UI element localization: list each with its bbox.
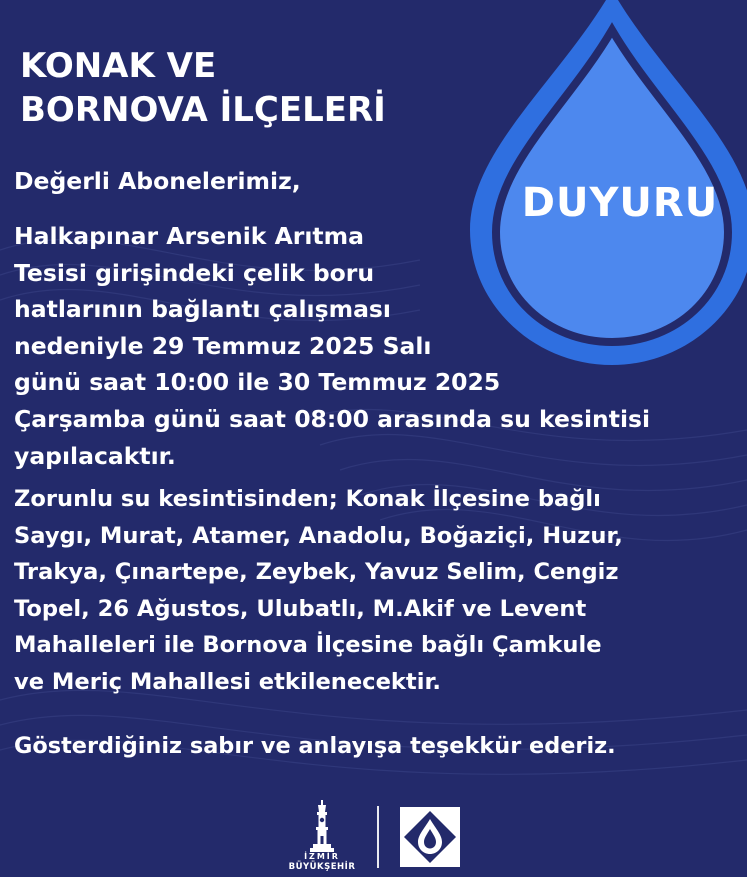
greeting: Değerli Abonelerimiz, — [14, 167, 301, 195]
announcement-paragraph — [14, 218, 650, 474]
paragraph-line: nedeniyle 29 Temmuz 2025 Salı — [14, 331, 432, 360]
paragraph-line: ve Meriç Mahallesi etkilenecektir. — [14, 668, 441, 695]
paragraph-line: Çarşamba günü saat 08:00 arasında su kesintisi — [14, 404, 651, 433]
paragraph-line: Trakya, Çınartepe, Zeybek, Yavuz Selim, Cengiz — [14, 559, 619, 586]
paragraph-line: Halkapınar Arsenik Arıtma — [14, 222, 365, 250]
paragraph-line: Topel, 26 Ağustos, Ulubatlı, M.Akif ve Levent — [14, 595, 587, 622]
thanks-text: Gösterdiğiniz sabır ve anlayışa teşekkür ederiz. — [14, 733, 616, 759]
title-line-2: BORNOVA İLÇELERİ — [20, 90, 386, 130]
page-title — [20, 44, 386, 132]
izmir-logo-line-1: İZMİR — [304, 852, 340, 861]
paragraph-line: Tesisi girişindeki çelik boru — [14, 258, 375, 287]
paragraph-line: Mahalleleri ile Bornova İlçesine bağlı Çamkule — [14, 632, 602, 659]
izmir-logo-line-2: BÜYÜKŞEHİR — [288, 862, 356, 872]
clock-tower-icon — [302, 800, 342, 852]
paragraph-line: yapılacaktır. — [14, 441, 176, 470]
izsu-logo-icon — [398, 805, 462, 869]
paragraph-line: hatlarının bağlantı çalışması — [14, 295, 391, 324]
paragraph-line: Saygı, Murat, Atamer, Anadolu, Boğaziçi, Huzur, — [14, 522, 623, 549]
logo-divider — [377, 806, 379, 868]
affected-areas-paragraph — [14, 481, 623, 701]
duyuru-label: DUYURU — [521, 180, 719, 226]
paragraph-line: Zorunlu su kesintisinden; Konak İlçesine bağlı — [14, 486, 601, 512]
title-line-1: KONAK VE — [20, 46, 217, 86]
izmir-buyuksehir-logo — [282, 800, 362, 872]
paragraph-line: günü saat 10:00 ile 30 Temmuz 2025 — [14, 368, 501, 397]
